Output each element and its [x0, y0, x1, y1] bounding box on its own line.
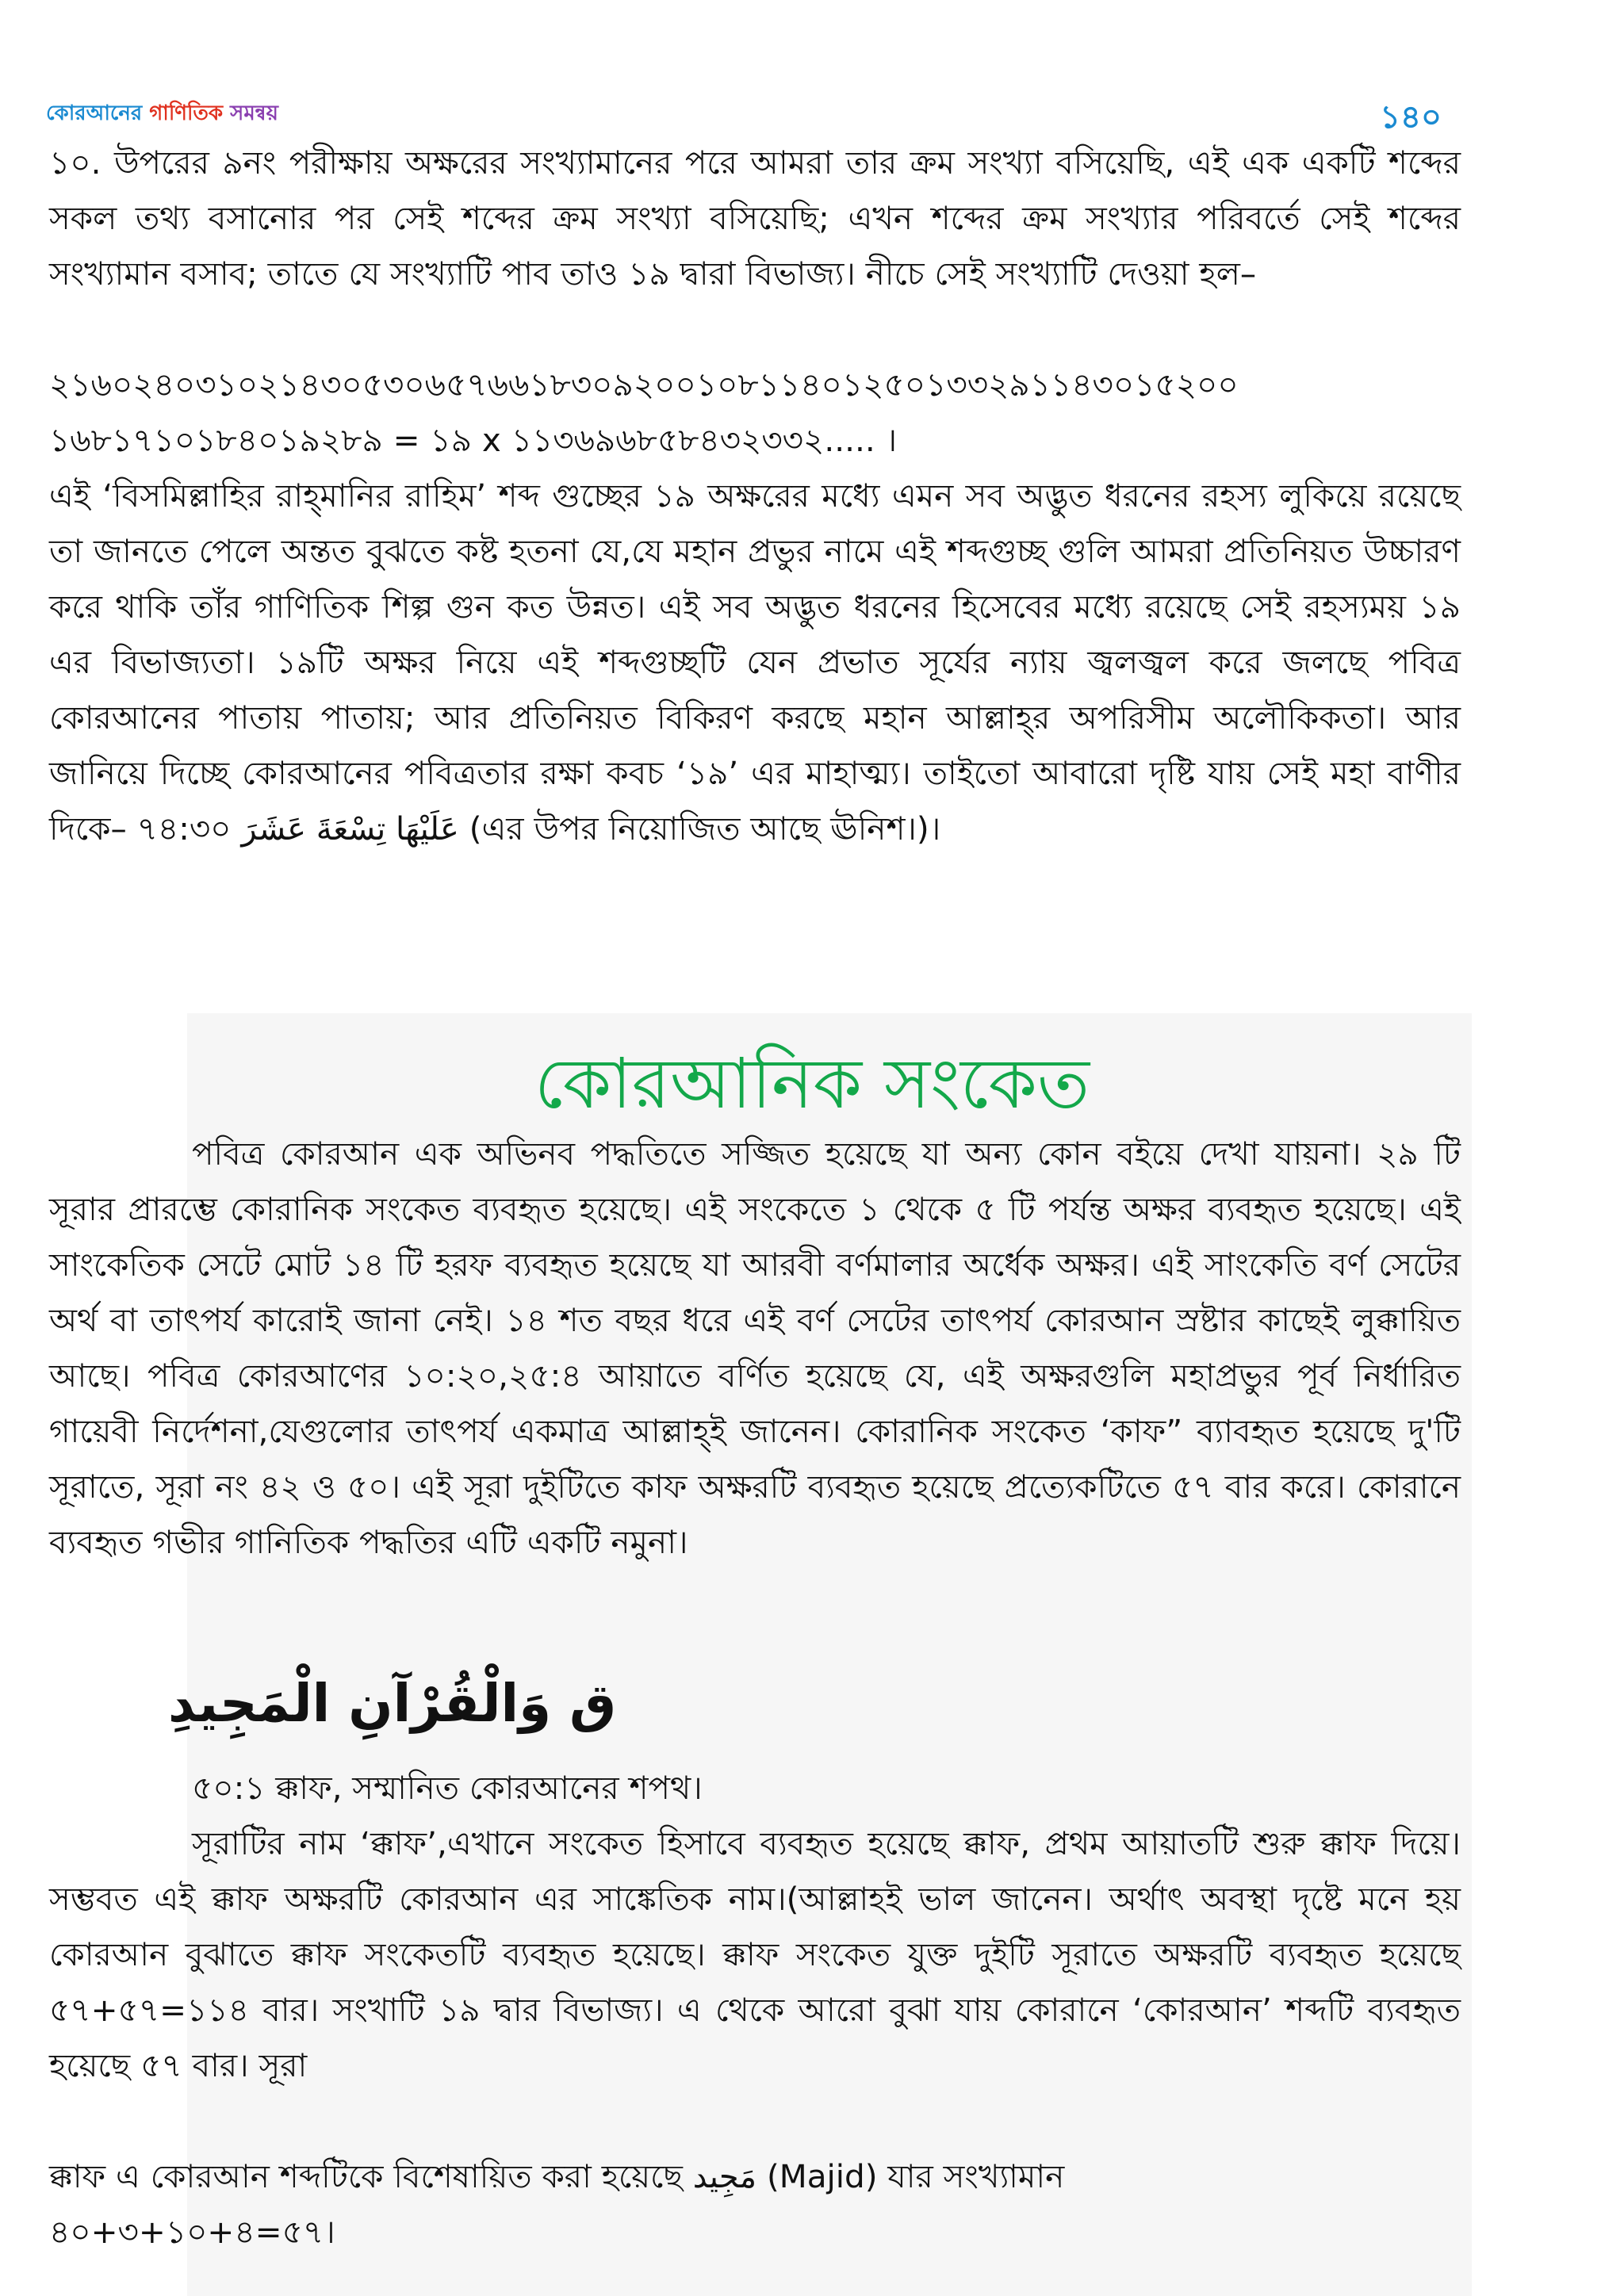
number-line-1: ২১৬০২৪০৩১০২১৪৩০৫৩০৬৫৭৬৬১৮৩০৯২০০১০৮১১৪০১২৫০১৩৩২৯১১৪৩০১৫২০০ [49, 365, 1239, 404]
paragraph-bismillah [49, 468, 1461, 857]
number-line-2: ১৬৮১৭১০১৮৪০১৯২৮৯ = ১৯ x ১১৩৬৯৬৮৫৮৪৩২৩৩২..... । [49, 421, 898, 459]
section-title: কোরআনিক সংকেত [534, 1043, 1090, 1124]
paragraph-bismillah-ref: মহা বাণীর দিকে– ৭৪:৩০ [49, 754, 1461, 848]
page-header [46, 92, 1442, 136]
paragraph-quranic-code: পবিত্র কোরআন এক অভিনব পদ্ধতিতে সজ্জিত হয়েছে যা অন্য কোন বইয়ে দেখা যায়না। ২৯ টি সূরার প্রারম্ভে কোরানিক সংকেত ব্যবহৃত হয়েছে। এই সংকেতে ১ থেকে ৫ টি পর্যন্ত অক্ষর ব্যবহৃত হয়েছে। এই সাংকেতিক সেটে মোট ১৪ টি হরফ ব্যবহৃত হয়েছে যা আরবী বর্ণমালার অর্ধেক অক্ষর। এই সাংকেতি বর্ণ সেটের অর্থ বা তাৎপর্য কারোই জানা নেই। ১৪ শত বছর ধরে এই বর্ণ সেটের তাৎপর্য কোরআন স্রষ্টার কাছেই লুক্কায়িত আছে। পবিত্র কোরআণের ১০:২০,২৫:৪ আয়াতে বর্ণিত হয়েছে যে, এই অক্ষরগুলি মহাপ্রভুর পূর্ব নির্ধারিত গায়েবী নির্দেশনা,যেগুলোর তাৎপর্য একমাত্র আল্লাহ্‌ই জানেন। কোরানিক সংকেত ‘কাফ” ব্যাবহৃত হয়েছে দু'টি সূরাতে, সূরা নং ৪২ ও ৫০। এই সূরা দুইটিতে কাফ অক্ষরটি ব্যবহৃত হয়েছে প্রত্যেকটিতে ৫৭ বার করে। কোরানে ব্যবহৃত গভীর গানিতিক পদ্ধতির এটি একটি নমুনা। [49, 1135, 1461, 1561]
paragraph-10: ১০. উপরের ৯নং পরীক্ষায় অক্ষরের সংখ্যামানের পরে আমরা তার ক্রম সংখ্যা বসিয়েছি, এই এক একটি শব্দের সকল তথ্য বসানোর পর সেই শব্দের ক্রম সংখ্যা বসিয়েছি; এখন শব্দের ক্রম সংখ্যার পরিবর্তে সেই শব্দের সংখ্যামান বসাব; তাতে যে সংখ্যাটি পাব তাও ১৯ দ্বারা বিভাজ্য। নীচে সেই সংখ্যাটি দেওয়া হল– [49, 144, 1461, 293]
paragraph-majid-prefix: ক্কাফ এ কোরআন শব্দটিকে বিশেষায়িত করা হয়েছে [49, 2157, 693, 2195]
arabic-word-majid: مَجِيد [692, 2159, 757, 2195]
book-title-part-2: গাণিতিক [142, 101, 224, 125]
book-title [46, 97, 278, 132]
paragraph-majid-sum: ৪০+৩+১০+৪=৫৭। [49, 2213, 335, 2251]
paragraph-qaf: সূরাটির নাম ‘ক্কাফ’,এখানে সংকেত হিসাবে ব্যবহৃত হয়েছে ক্কাফ, প্রথম আয়াতটি শুরু ক্কাফ দিয়ে। সম্ভবত এই ক্কাফ অক্ষরটি কোরআন এর সাঙ্কেতিক নাম।(আল্লাহই ভাল জানেন। অর্থাৎ অবস্থা দৃষ্টে মনে হয় কোরআন বুঝাতে ক্কাফ সংকেতটি ব্যবহৃত হয়েছে। ক্কাফ সংকেত যুক্ত দুইটি সূরাতে অক্ষরটি ব্যবহৃত হয়েছে ৫৭+৫৭=১১৪ বার। সংখাটি ১৯ দ্বার বিভাজ্য। এ থেকে আরো বুঝা যায় কোরানে ‘কোরআন’ শব্দটি ব্যবহৃত হয়েছে ৫৭ বার। সূরা [49, 1824, 1461, 2084]
arabic-phrase-74-30: عَلَيْهَا تِسْعَةَ عَشَرَ [241, 811, 459, 848]
paragraph-bismillah-suffix: (এর উপর নিয়োজিত আছে ঊনিশ।)। [458, 809, 941, 848]
book-title-part-1: কোরআনের [46, 101, 143, 125]
paragraph-majid [49, 2149, 1461, 2205]
large-number-block [49, 357, 1461, 468]
arabic-verse-50-1: ق وَالْقُرْآنِ الْمَجِيدِ [168, 1673, 617, 1734]
paragraph-bismillah-text: এই ‘বিসমিল্লাহির রাহ্‌মানির রাহিম’ শব্দ গুচ্ছের ১৯ অক্ষরের মধ্যে এমন সব অদ্ভুত ধরনের রহস্য লুকিয়ে রয়েছে তা জানতে পেলে অন্তত বুঝতে কষ্ট হতনা যে,যে মহান প্রভুর নামে এই শব্দগুচ্ছ গুলি আমরা প্রতিনিয়ত উচ্চারণ করে থাকি তাঁর গাণিতিক শিল্প গুন কত উন্নত। এই সব অদ্ভুত ধরনের হিসেবের মধ্যে রয়েছে সেই রহস্যময় ১৯ এর বিভাজ্যতা। ১৯টি অক্ষর নিয়ে এই শব্দগুচ্ছটি যেন প্রভাত সূর্যের ন্যায় জ্বলজ্বল করে জলছে পবিত্র কোরআনের পাতায় পাতায়; আর প্রতিনিয়ত বিকিরণ করছে মহান আল্লাহ্‌র অপরিসীম অলৌকিকতা। আর জানিয়ে দিচ্ছে কোরআনের পবিত্রতার রক্ষা কবচ ‘১৯’ এর মাহাত্ম্য। তাইতো আবারো দৃষ্টি যায় সেই [49, 476, 1461, 792]
paragraph-majid-suffix: (Majid) যার সংখ্যামান [756, 2157, 1065, 2195]
page-number: ১৪০ [1380, 99, 1442, 136]
verse-translation: ৫০:১ ক্কাফ, সম্মানিত কোরআনের শপথ। [192, 1769, 703, 1807]
book-title-part-3: সমন্বয় [223, 101, 278, 125]
